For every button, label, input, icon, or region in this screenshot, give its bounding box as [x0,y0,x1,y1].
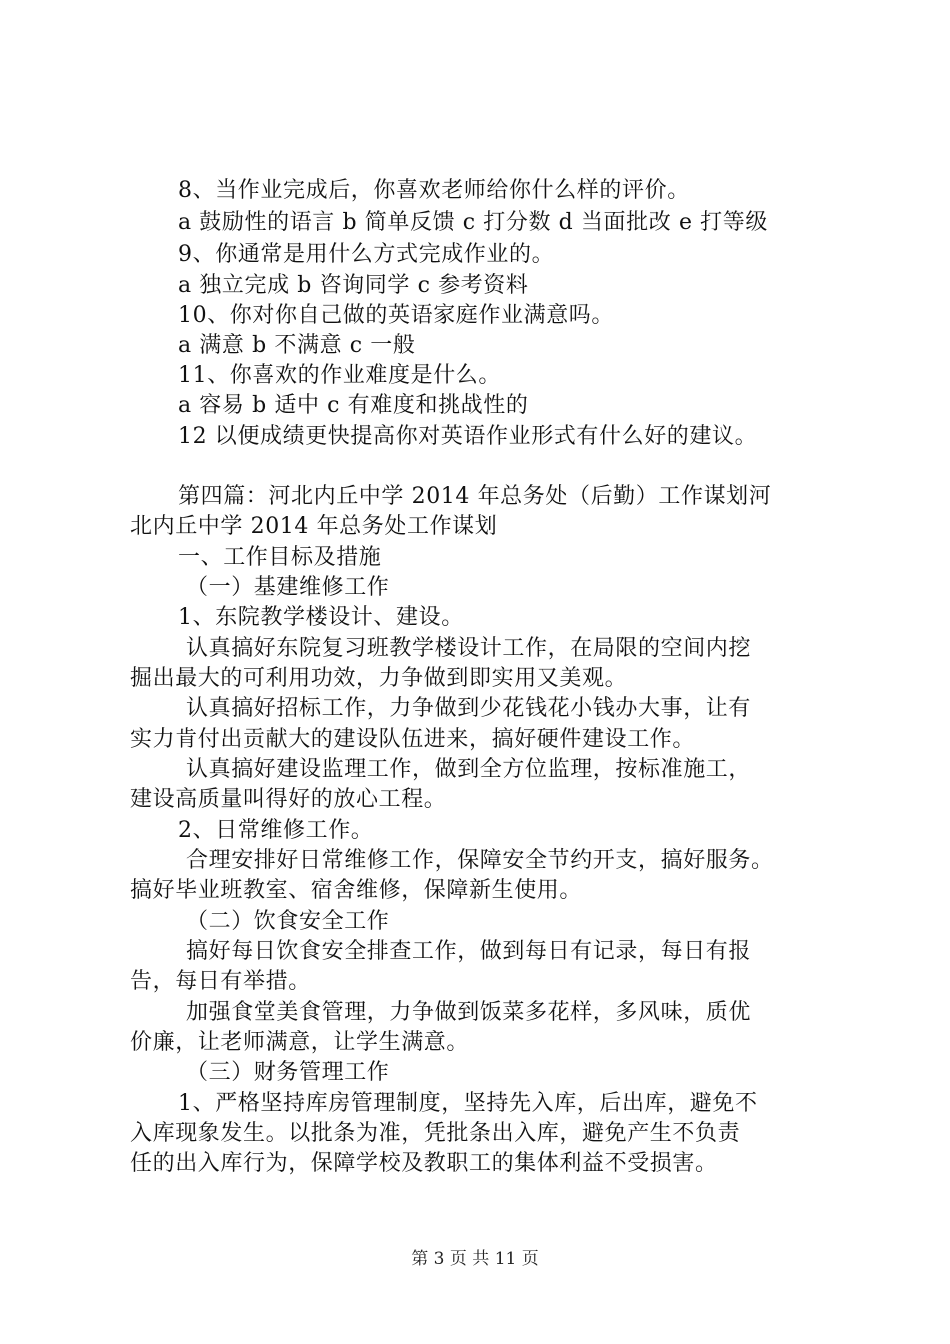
survey-question-10: 10、你对你自己做的英语家庭作业满意吗。 [178,303,614,328]
list-item-heading: 2、日常维修工作。 [178,818,374,843]
paragraph-line: 入库现象发生。以批条为准，凭批条出入库，避免产生不负责 [130,1121,741,1146]
survey-question-8: 8、当作业完成后，你喜欢老师给你什么样的评价。 [178,178,690,203]
survey-question-12: 12 以便成绩更快提高你对英语作业形式有什么好的建议。 [178,424,758,449]
section-heading: 一、工作目标及措施 [178,545,382,570]
paragraph-line: 告，每日有举措。 [130,969,311,994]
survey-options-11: a 容易 b 适中 c 有难度和挑战性的 [178,393,529,418]
paragraph-line: 掘出最大的可利用功效，力争做到即实用又美观。 [130,666,628,691]
page-number-footer: 第 3 页 共 11 页 [411,1249,539,1269]
paragraph-line: 认真搞好招标工作，力争做到少花钱花小钱办大事，让有 [186,696,752,721]
paragraph-line: 认真搞好建设监理工作，做到全方位监理，按标准施工， [186,757,752,782]
paragraph-line: 建设高质量叫得好的放心工程。 [130,787,447,812]
paragraph-line: 搞好每日饮食安全排查工作，做到每日有记录，每日有报 [186,939,752,964]
survey-options-9: a 独立完成 b 咨询同学 c 参考资料 [178,273,529,298]
survey-question-9: 9、你通常是用什么方式完成作业的。 [178,242,555,267]
survey-options-10: a 满意 b 不满意 c 一般 [178,333,416,358]
paragraph-line: 搞好毕业班教室、宿舍维修，保障新生使用。 [130,878,583,903]
article-title: 第四篇：河北内丘中学 2014 年总务处（后勤）工作谋划河 [178,484,772,509]
subsection-heading: （一）基建维修工作 [186,575,390,600]
subsection-heading: （二）饮食安全工作 [186,909,390,934]
paragraph-line: 认真搞好东院复习班教学楼设计工作，在局限的空间内挖 [186,636,752,661]
paragraph-line: 合理安排好日常维修工作，保障安全节约开支，搞好服务。 [186,848,774,873]
article-title-continued: 北内丘中学 2014 年总务处工作谋划 [130,514,498,539]
paragraph-line: 加强食堂美食管理，力争做到饭菜多花样，多风味，质优 [186,1000,752,1025]
paragraph-line: 实力肯付出贡献大的建设队伍进来，搞好硬件建设工作。 [130,727,696,752]
survey-options-8: a 鼓励性的语言 b 简单反馈 c 打分数 d 当面批改 e 打等级 [178,210,768,235]
list-item-heading: 1、东院教学楼设计、建设。 [178,605,464,630]
survey-question-11: 11、你喜欢的作业难度是什么。 [178,363,501,388]
subsection-heading: （三）财务管理工作 [186,1060,390,1085]
paragraph-line: 任的出入库行为，保障学校及教职工的集体利益不受损害。 [130,1151,718,1176]
paragraph-line: 价廉，让老师满意，让学生满意。 [130,1030,470,1055]
paragraph-line: 1、严格坚持库房管理制度，坚持先入库，后出库，避免不 [178,1091,758,1116]
